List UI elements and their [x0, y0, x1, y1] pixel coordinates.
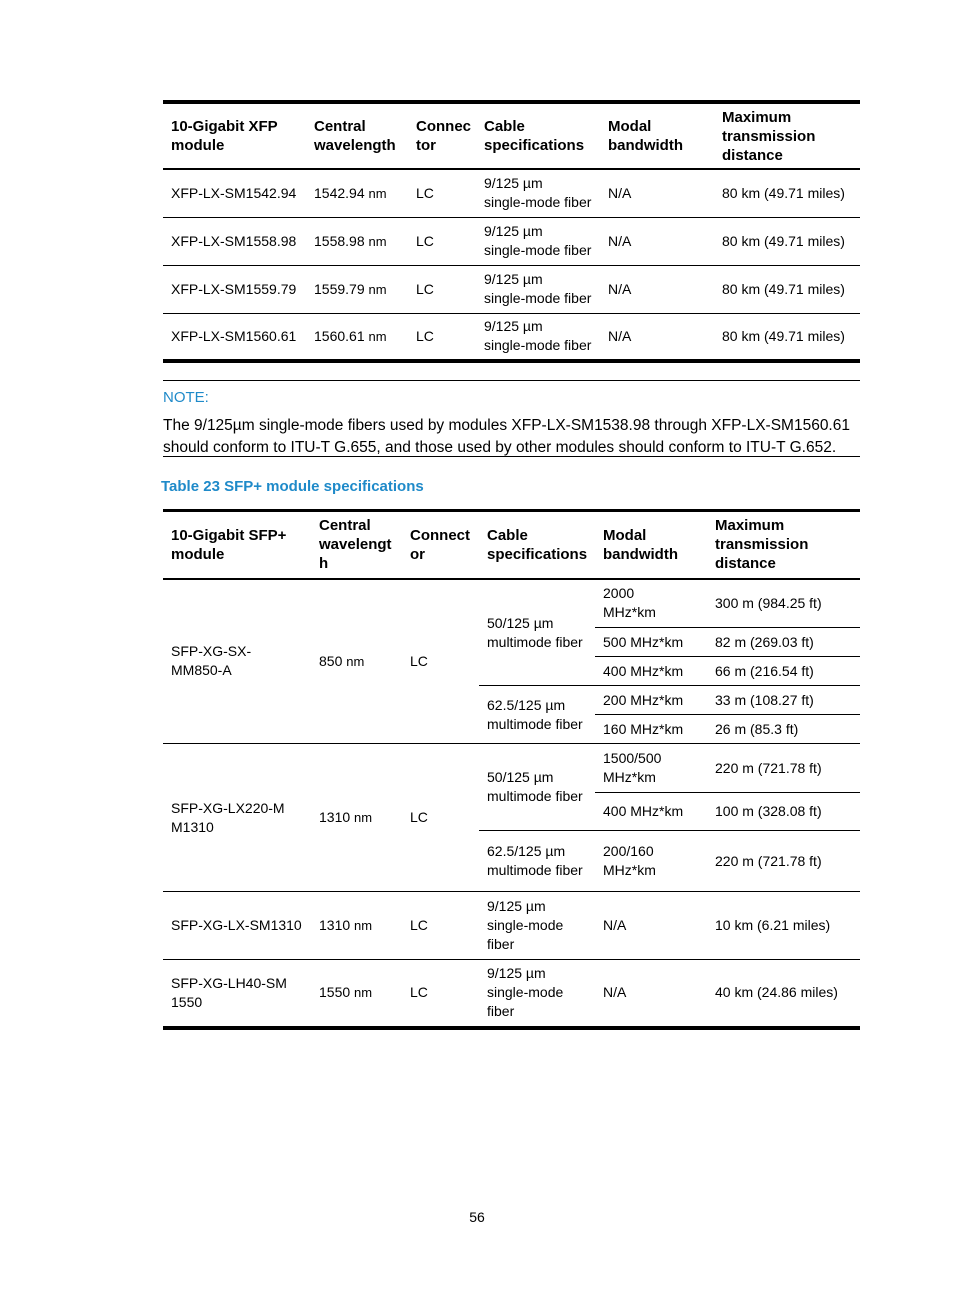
wavelength-cell: 1542.94 nm	[314, 184, 387, 201]
note-text	[163, 415, 850, 459]
table-row	[163, 960, 860, 1028]
wavelength-cell: 850 nm	[319, 652, 365, 669]
cable-cell: 9/125 µm single-mode fiber	[479, 892, 595, 960]
cable-cell: 9/125 µm single-mode fiber	[479, 960, 595, 1028]
distance-cell: 80 km (49.71 miles)	[714, 265, 860, 313]
cable-cell: 9/125 µm single-mode fiber	[476, 217, 600, 265]
page-number: 56	[469, 1209, 485, 1225]
distance-cell: 220 m (721.78 ft)	[707, 831, 860, 892]
bandwidth-cell: N/A	[600, 313, 714, 361]
cable-cell: 9/125 µm single-mode fiber	[476, 265, 600, 313]
distance-cell: 40 km (24.86 miles)	[707, 960, 860, 1028]
table-header-row	[163, 102, 860, 169]
col-header-connector: Connect or	[402, 511, 479, 579]
distance-cell: 66 m (216.54 ft)	[707, 657, 860, 686]
distance-cell: 10 km (6.21 miles)	[707, 892, 860, 960]
distance-cell: 300 m (984.25 ft)	[715, 594, 822, 611]
bandwidth-cell: 160 MHz*km	[595, 715, 707, 744]
distance-cell: 220 m (721.78 ft)	[707, 744, 860, 793]
connector-cell: LC	[402, 744, 479, 892]
note-box	[163, 380, 860, 457]
distance-cell: 82 m (269.03 ft)	[707, 628, 860, 657]
bandwidth-cell: 200 MHz*km	[595, 686, 707, 715]
connector-cell: LC	[408, 217, 476, 265]
cable-cell: 9/125 µm single-mode fiber	[476, 313, 600, 361]
bandwidth-cell: N/A	[600, 217, 714, 265]
connector-cell: LC	[408, 265, 476, 313]
col-header-distance: Maximum transmission distance	[707, 511, 860, 579]
cable-cell: 50/125 µm multimode fiber	[479, 744, 595, 831]
wavelength-cell: 1560.61 nm	[306, 313, 408, 361]
module-cell: SFP-XG-LH40-SM1550	[163, 960, 311, 1028]
table-row	[163, 265, 860, 313]
cable-cell: 9/125 µm single-mode fiber	[484, 175, 592, 211]
col-header-bandwidth: Modal bandwidth	[600, 102, 714, 169]
connector-cell: LC	[402, 892, 479, 960]
distance-cell: 80 km (49.71 miles)	[722, 184, 845, 201]
module-cell: SFP-XG-LX220-MM1310	[163, 744, 311, 892]
wavelength-cell: 1559.79 nm	[306, 265, 408, 313]
bandwidth-cell: 2000 MHz*km	[603, 585, 656, 621]
bandwidth-cell: N/A	[595, 892, 707, 960]
col-header-wavelength: Central wavelengt h	[311, 511, 402, 579]
distance-cell: 26 m (85.3 ft)	[707, 715, 860, 744]
col-header-connector: Connec tor	[408, 102, 476, 169]
table-row	[163, 744, 860, 793]
connector-cell: LC	[416, 184, 434, 201]
col-header-distance: Maximum transmission distance	[714, 102, 860, 169]
table-row	[163, 217, 860, 265]
cable-cell: 50/125 µm multimode fiber	[487, 615, 583, 651]
note-label: NOTE:	[163, 389, 209, 406]
note-line: The 9/125µm single-mode fibers used by modules XFP-LX-SM1538.98 through XFP-LX-SM1560.61	[163, 417, 850, 434]
module-cell: XFP-LX-SM1558.98	[163, 217, 306, 265]
col-header-bandwidth: Modal bandwidth	[595, 511, 707, 579]
bandwidth-cell: 400 MHz*km	[595, 657, 707, 686]
table-row	[163, 892, 860, 960]
bandwidth-cell: N/A	[608, 184, 632, 201]
distance-cell: 80 km (49.71 miles)	[714, 217, 860, 265]
distance-cell: 100 m (328.08 ft)	[707, 793, 860, 831]
table-row	[163, 579, 860, 628]
connector-cell: LC	[402, 960, 479, 1028]
wavelength-cell: 1310 nm	[311, 892, 402, 960]
bandwidth-cell: 500 MHz*km	[595, 628, 707, 657]
module-cell: SFP-XG-SX-MM850-A	[171, 643, 252, 679]
col-header-module: 10-Gigabit SFP+ module	[163, 511, 311, 579]
bandwidth-cell: 400 MHz*km	[595, 793, 707, 831]
wavelength-cell: 1550 nm	[311, 960, 402, 1028]
connector-cell: LC	[408, 313, 476, 361]
module-cell: XFP-LX-SM1559.79	[163, 265, 306, 313]
bandwidth-cell: 1500/500 MHz*km	[595, 744, 707, 793]
distance-cell: 33 m (108.27 ft)	[707, 686, 860, 715]
col-header-cable: Cable specifications	[476, 102, 600, 169]
wavelength-cell: 1310 nm	[311, 744, 402, 892]
note-line: should conform to ITU-T G.655, and those used by other modules should conform to ITU-T G.652.	[163, 439, 837, 456]
module-cell: XFP-LX-SM1542.94	[171, 184, 297, 201]
col-header-module: 10-Gigabit XFP module	[163, 102, 306, 169]
cable-cell: 62.5/125 µm multimode fiber	[479, 831, 595, 892]
bandwidth-cell: N/A	[595, 960, 707, 1028]
wavelength-cell: 1558.98 nm	[306, 217, 408, 265]
connector-cell: LC	[410, 652, 428, 669]
bandwidth-cell: N/A	[600, 265, 714, 313]
col-header-cable: Cable specifications	[479, 511, 595, 579]
table-caption: Table 23 SFP+ module specifications	[161, 478, 424, 495]
distance-cell: 80 km (49.71 miles)	[714, 313, 860, 361]
cable-cell: 62.5/125 µm multimode fiber	[479, 686, 595, 744]
table-row	[163, 313, 860, 361]
module-cell: SFP-XG-LX-SM1310	[163, 892, 311, 960]
sfp-module-table	[163, 509, 860, 1030]
table-header-row	[163, 511, 860, 579]
table-row	[163, 169, 860, 217]
xfp-module-table	[163, 100, 860, 363]
bandwidth-cell: 200/160 MHz*km	[595, 831, 707, 892]
module-cell: XFP-LX-SM1560.61	[163, 313, 306, 361]
col-header-wavelength: Central wavelength	[306, 102, 408, 169]
